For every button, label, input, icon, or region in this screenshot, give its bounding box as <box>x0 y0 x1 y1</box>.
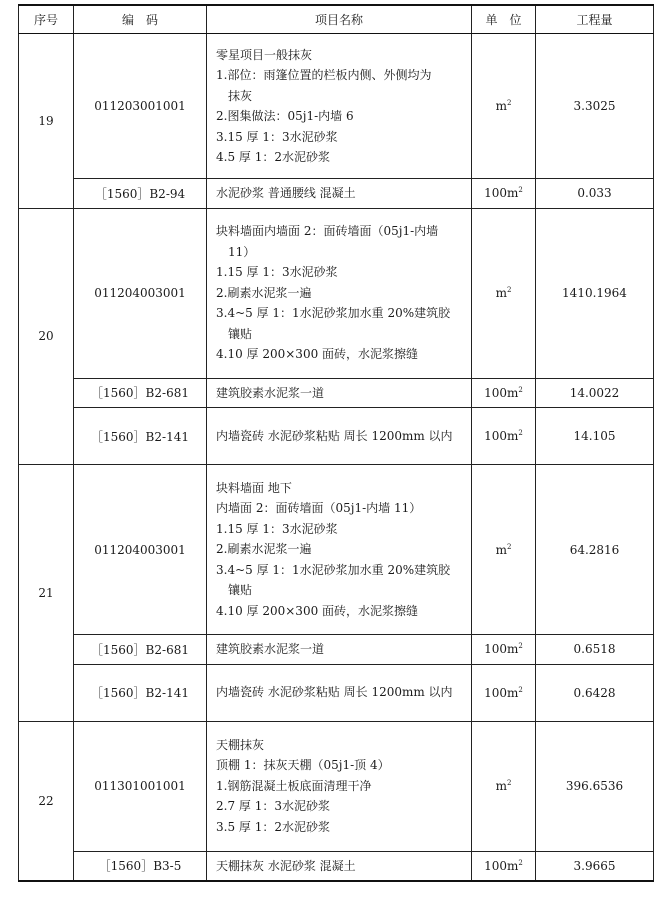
desc-line: 内墙面 2：面砖墙面（05j1-内墙 11） <box>216 501 422 516</box>
desc-line: 4.10 厚 200×300 面砖，水泥浆擦缝 <box>216 347 419 362</box>
name-cell <box>207 465 472 635</box>
header-seq: 序号 <box>19 5 74 34</box>
qty-cell: 3.9665 <box>536 851 654 881</box>
table-row <box>19 378 654 408</box>
desc-line: 镶贴 <box>228 583 253 598</box>
qty-cell: 14.0022 <box>536 378 654 408</box>
unit-cell <box>472 664 536 721</box>
unit-cell <box>472 208 536 378</box>
seq-cell: 20 <box>19 208 74 465</box>
unit-text: 100m <box>484 858 519 873</box>
desc-line: 1.15 厚 1：3水泥砂浆 <box>216 265 338 280</box>
header-name: 项目名称 <box>207 5 472 34</box>
desc-line: 1.钢筋混凝土板底面清理干净 <box>216 778 372 793</box>
unit-cell <box>472 721 536 851</box>
unit-cell <box>472 179 536 209</box>
name-cell <box>207 208 472 378</box>
unit-text: 100m <box>484 429 519 443</box>
unit-text: 100m <box>484 186 519 201</box>
desc-line: 1.部位：雨篷位置的栏板内侧、外侧均为 <box>216 68 432 82</box>
quota-code-cell: ［1560］B2-141 <box>74 408 207 465</box>
desc-line: 顶棚 1：抹灰天棚（05j1-顶 4） <box>216 758 390 773</box>
unit-exponent: 2 <box>518 385 523 394</box>
unit-text: m <box>495 542 507 557</box>
name-cell <box>207 721 472 851</box>
unit-cell <box>472 378 536 408</box>
desc-line: 4.10 厚 200×300 面砖，水泥浆擦缝 <box>216 603 419 618</box>
desc-line: 4.5 厚 1：2水泥砂浆 <box>216 150 330 164</box>
table-row <box>19 408 654 465</box>
table-row <box>19 664 654 721</box>
desc-line: 块料墙面 地下 <box>216 480 292 495</box>
unit-exponent: 2 <box>506 779 512 787</box>
name-cell: 建筑胶素水泥浆一道 <box>207 635 472 665</box>
desc-line: 2.刷素水泥浆一遍 <box>216 542 312 557</box>
unit-text: 100m <box>484 385 519 400</box>
unit-text: 100m <box>484 685 519 700</box>
desc-line: 2.图集做法：05j1-内墙 6 <box>216 109 354 123</box>
name-cell: 内墙瓷砖 水泥砂浆粘贴 周长 1200mm 以内 <box>207 408 472 465</box>
unit-text: m <box>495 779 507 793</box>
name-cell: 水泥砂浆 普通腰线 混凝土 <box>207 179 472 209</box>
name-cell: 天棚抹灰 水泥砂浆 混凝土 <box>207 851 472 881</box>
unit-cell <box>472 34 536 179</box>
name-cell <box>207 34 472 179</box>
seq-cell: 21 <box>19 465 74 722</box>
quantity-table <box>18 4 654 882</box>
header-code: 编 码 <box>74 5 207 34</box>
desc-line: 3.15 厚 1：3水泥砂浆 <box>216 129 338 144</box>
unit-exponent: 2 <box>518 186 523 195</box>
seq-cell: 19 <box>19 34 74 209</box>
desc-line: 11） <box>228 244 256 259</box>
qty-cell: 0.033 <box>536 179 654 209</box>
qty-cell: 0.6518 <box>536 635 654 665</box>
table-body <box>19 34 654 882</box>
desc-line: 1.15 厚 1：3水泥砂浆 <box>216 521 338 536</box>
qty-cell: 3.3025 <box>536 34 654 179</box>
unit-exponent: 2 <box>506 542 512 551</box>
unit-exponent: 2 <box>518 858 523 867</box>
desc-line: 2.刷素水泥浆一遍 <box>216 285 312 300</box>
header-qty: 工程量 <box>536 5 654 34</box>
unit-cell <box>472 851 536 881</box>
desc-line: 零星项目一般抹灰 <box>216 47 313 62</box>
table-row <box>19 721 654 851</box>
name-cell: 建筑胶素水泥浆一道 <box>207 378 472 408</box>
desc-line: 镶贴 <box>228 326 253 341</box>
quota-code-cell: ［1560］B2-141 <box>74 664 207 721</box>
desc-line: 天棚抹灰 <box>216 737 265 752</box>
table-row <box>19 179 654 209</box>
header-unit: 单 位 <box>472 5 536 34</box>
name-cell: 内墙瓷砖 水泥砂浆粘贴 周长 1200mm 以内 <box>207 664 472 721</box>
unit-exponent: 2 <box>506 286 512 294</box>
unit-text: m <box>495 99 507 113</box>
desc-line: 3.4~5 厚 1：1水泥砂浆加水重 20%建筑胶 <box>216 306 451 321</box>
table-row <box>19 465 654 635</box>
unit-exponent: 2 <box>506 99 512 107</box>
desc-line: 3.5 厚 1：2水泥砂浆 <box>216 819 330 834</box>
unit-exponent: 2 <box>518 642 523 651</box>
qty-cell: 396.6536 <box>536 721 654 851</box>
qty-cell: 1410.1964 <box>536 208 654 378</box>
quota-code-cell: ［1560］B3-5 <box>74 851 207 881</box>
desc-line: 抹灰 <box>228 88 253 103</box>
unit-cell <box>472 465 536 635</box>
code-cell: 011203001001 <box>74 34 207 179</box>
desc-line: 3.4~5 厚 1：1水泥砂浆加水重 20%建筑胶 <box>216 562 451 577</box>
qty-cell: 64.2816 <box>536 465 654 635</box>
quota-code-cell: ［1560］B2-681 <box>74 378 207 408</box>
unit-cell <box>472 408 536 465</box>
unit-exponent: 2 <box>518 429 523 437</box>
header-row <box>19 5 654 34</box>
unit-exponent: 2 <box>518 685 523 694</box>
table-row <box>19 851 654 881</box>
quota-code-cell: ［1560］B2-681 <box>74 635 207 665</box>
code-cell: 011204003001 <box>74 208 207 378</box>
unit-cell <box>472 635 536 665</box>
quota-code-cell: ［1560］B2-94 <box>74 179 207 209</box>
desc-line: 2.7 厚 1：3水泥砂浆 <box>216 799 330 814</box>
qty-cell: 0.6428 <box>536 664 654 721</box>
table-row <box>19 34 654 179</box>
seq-cell: 22 <box>19 721 74 881</box>
table-row <box>19 635 654 665</box>
qty-cell: 14.105 <box>536 408 654 465</box>
unit-text: 100m <box>484 642 519 657</box>
desc-line: 块料墙面内墙面 2：面砖墙面（05j1-内墙 <box>216 224 439 239</box>
table-row <box>19 208 654 378</box>
code-cell: 011301001001 <box>74 721 207 851</box>
code-cell: 011204003001 <box>74 465 207 635</box>
unit-text: m <box>495 286 507 300</box>
